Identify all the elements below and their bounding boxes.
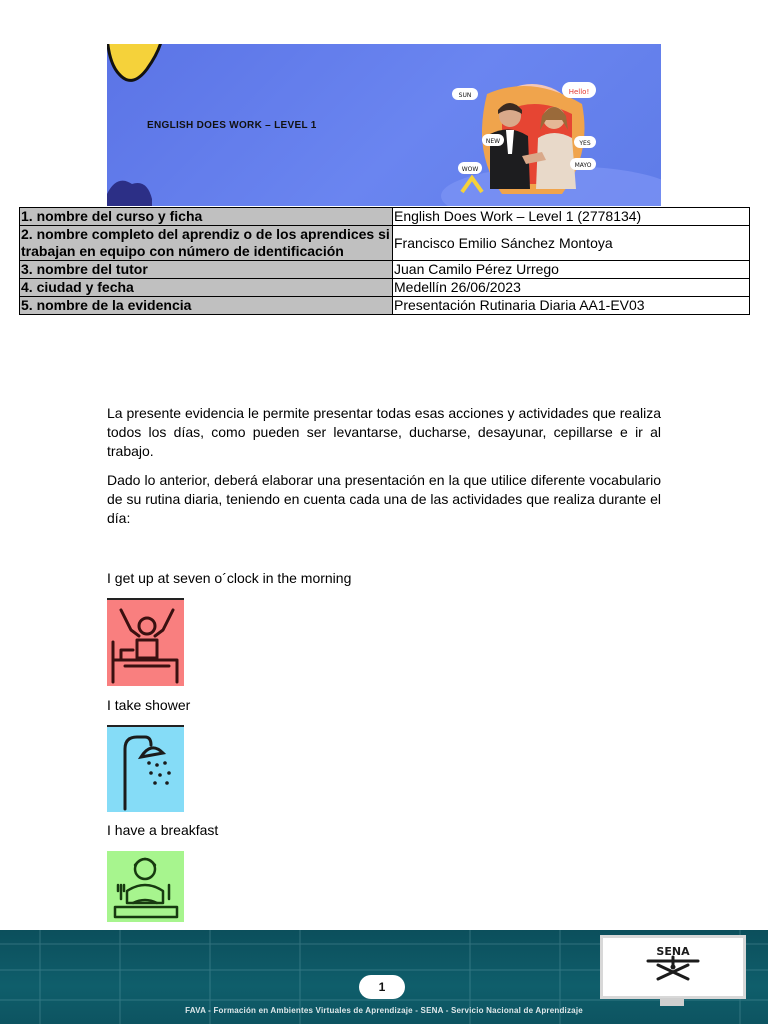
speech-bubble-hello bbox=[562, 82, 596, 98]
course-value: English Does Work – Level 1 (2778134) bbox=[393, 208, 750, 226]
svg-text:WOW: WOW bbox=[461, 166, 479, 173]
page-number-badge: 1 bbox=[359, 975, 405, 999]
speech-bubble-wow bbox=[458, 162, 482, 174]
evidence-name-value: Presentación Rutinaria Diaria AA1-EV03 bbox=[393, 297, 750, 315]
table-row bbox=[20, 261, 750, 279]
footer-caption: FAVA - Formación en Ambientes Virtuales de Aprendizaje - SENA - Servicio Nacional de Aprendizaje bbox=[185, 1006, 583, 1015]
city-date-value: Medellín 26/06/2023 bbox=[393, 279, 750, 297]
city-date-label: 4. ciudad y fecha bbox=[20, 279, 393, 297]
speech-bubble-new bbox=[482, 134, 504, 146]
student-label: 2. nombre completo del aprendiz o de los aprendices si trabajan en equipo con número de identificación bbox=[20, 226, 393, 261]
shower-icon bbox=[107, 725, 184, 812]
speech-bubble-yes bbox=[574, 136, 596, 148]
banner-title: ENGLISH DOES WORK – LEVEL 1 bbox=[147, 120, 317, 131]
svg-text:SENA: SENA bbox=[656, 945, 690, 958]
speech-bubble-mayo bbox=[570, 158, 596, 170]
breakfast-icon bbox=[107, 851, 184, 922]
student-value: Francisco Emilio Sánchez Montoya bbox=[393, 226, 750, 261]
course-label: 1. nombre del curso y ficha bbox=[20, 208, 393, 226]
sena-logo-icon bbox=[640, 943, 706, 983]
tutor-label: 3. nombre del tutor bbox=[20, 261, 393, 279]
activity-caption-wake-up: I get up at seven o´clock in the morning bbox=[107, 570, 352, 586]
activity-caption-breakfast: I have a breakfast bbox=[107, 822, 219, 838]
tutor-value: Juan Camilo Pérez Urrego bbox=[393, 261, 750, 279]
wake-up-icon bbox=[107, 598, 184, 686]
svg-text:SUN: SUN bbox=[458, 92, 472, 99]
monitor-stand bbox=[660, 998, 684, 1006]
yellow-blob-shape bbox=[107, 44, 187, 104]
evidence-name-label: 5. nombre de la evidencia bbox=[20, 297, 393, 315]
table-row bbox=[20, 279, 750, 297]
business-handshake-illustration bbox=[442, 74, 602, 204]
table-row bbox=[20, 226, 750, 261]
svg-text:NEW: NEW bbox=[485, 138, 501, 145]
evidence-info-table bbox=[19, 207, 750, 315]
speech-bubble-sun bbox=[452, 88, 478, 100]
svg-text:YES: YES bbox=[579, 140, 591, 147]
instructions-paragraph: Dado lo anterior, deberá elaborar una presentación en la que utilice diferente vocabulario de su rutina diaria, teniendo en cuenta cada una de las actividades que realiza durante el día: bbox=[107, 472, 661, 526]
intro-paragraph: La presente evidencia le permite presentar todas esas acciones y actividades que realiza todos los días, como pueden ser levantarse, ducharse, desayunar, cepillarse e ir al trabajo. bbox=[107, 405, 661, 459]
activity-caption-shower: I take shower bbox=[107, 697, 191, 713]
navy-blob-shape bbox=[107, 174, 157, 206]
svg-text:MAYO: MAYO bbox=[574, 162, 592, 169]
header-banner bbox=[107, 44, 661, 206]
svg-text:Hello!: Hello! bbox=[568, 88, 590, 96]
table-row bbox=[20, 208, 750, 226]
table-row bbox=[20, 297, 750, 315]
